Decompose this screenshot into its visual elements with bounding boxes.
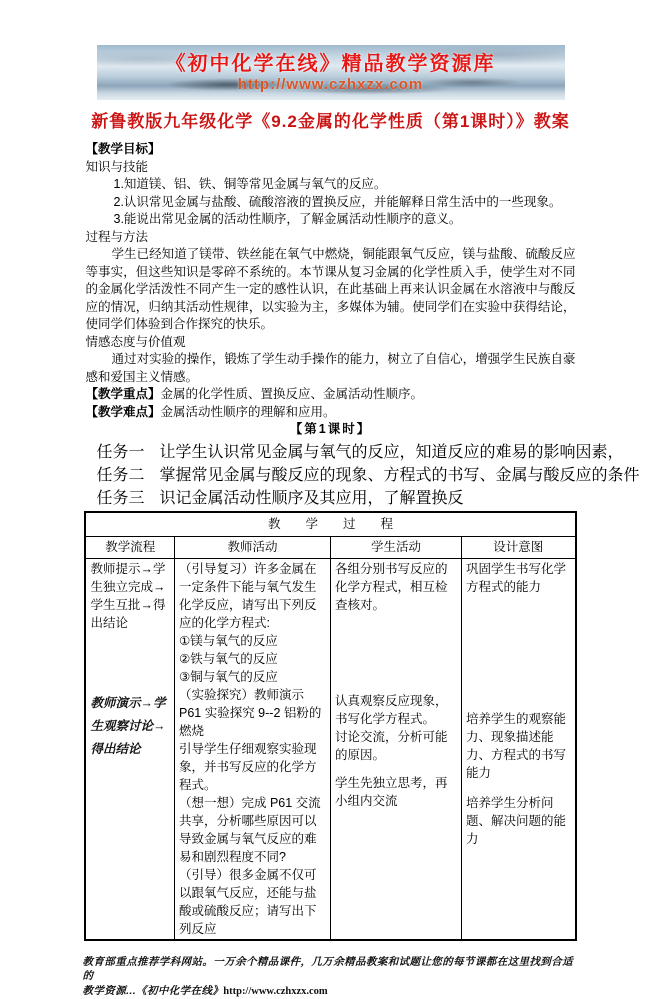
table-title-row [85, 512, 575, 537]
design-intent-p2: 培养学生的观察能力、现象描述能力、方程式的书写能力 [466, 710, 571, 782]
design-intent-p1: 巩固学生书写化学方程式的能力 [466, 560, 571, 596]
section-objectives-header: 【教学目标】 [86, 141, 576, 159]
document-title: 新鲁教版九年级化学《9.2金属的化学性质（第1课时）》教案 [0, 107, 661, 132]
teacher-activity-p7: （想一想）完成 P61 交流共享，分析哪些原因可以导致金属与氧气反应的难易和剧烈程度不同? [179, 794, 326, 866]
teaching-process-table [84, 511, 576, 941]
footer-site-url: http://www.czhxzx.com [223, 986, 327, 997]
task-1-text: 让学生认识常见金属与氧气的反应，知道反应的难易的影响因素， [160, 439, 624, 462]
task-2-label: 任务二 [97, 462, 145, 485]
emotion-values-text: 通过对实验的操作，锻炼了学生动手操作的能力，树立了自信心，增强学生民族自豪感和爱国主义情感。 [86, 351, 576, 386]
teacher-activity-p4: ③铜与氧气的反应 [179, 668, 326, 686]
cell-teacher-activity [174, 558, 330, 940]
lesson-plan-document [0, 45, 661, 980]
session-1-header: 【第1课时】 [86, 421, 576, 439]
teacher-activity-p3: ②铁与氧气的反应 [179, 650, 326, 668]
teaching-key-text: 金属的化学性质、置换反应、金属活动性顺序。 [161, 387, 424, 401]
col-header-design-intent: 设计意图 [461, 536, 575, 558]
student-activity-p4: 学生先独立思考，再小组内交流 [335, 774, 457, 810]
cell-student-activity [330, 558, 461, 940]
banner-site-url: http://www.czhxzx.com [97, 76, 565, 93]
teacher-activity-p6: 引导学生仔细观察实验现象，并书写反应的化学方程式。 [179, 740, 326, 794]
task-3-line [86, 485, 576, 508]
col-header-teaching-flow: 教学流程 [85, 536, 174, 558]
teacher-activity-p5: （实验探究）教师演示 P61 实验探究 9--2 铝粉的燃烧 [179, 686, 326, 740]
footer-promo [83, 955, 579, 999]
task-3-label: 任务三 [97, 485, 145, 508]
student-activity-p3: 讨论交流，分析可能的原因。 [335, 728, 457, 764]
teaching-key-line [86, 386, 576, 404]
process-method-header: 过程与方法 [86, 229, 576, 247]
teacher-activity-p1: （引导复习）许多金属在一定条件下能与氧气发生化学反应，请写出下列反应的化学方程式: [179, 560, 326, 632]
teacher-activity-p2: ①镁与氧气的反应 [179, 632, 326, 650]
footer-line-2 [83, 984, 579, 999]
teaching-difficulty-line [86, 404, 576, 422]
teaching-key-label: 【教学重点】 [86, 387, 161, 401]
knowledge-item-1: 1.知道镁、铝、铁、铜等常见金属与氧气的反应。 [86, 176, 576, 194]
task-2-line [86, 462, 576, 485]
knowledge-item-3: 3.能说出常见金属的活动性顺序，了解金属活动性顺序的意义。 [86, 211, 576, 229]
task-1-label: 任务一 [97, 439, 145, 462]
flow-step-2: 教师演示→学生观察讨论→得出结论 [90, 692, 170, 761]
cell-design-intent [461, 558, 575, 940]
knowledge-skills-header: 知识与技能 [86, 159, 576, 177]
col-header-teacher-activity: 教师活动 [174, 536, 330, 558]
teacher-activity-p8: （引导）很多金属不仅可以跟氧气反应，还能与盐酸或硫酸反应；请写出下列反应 [179, 866, 326, 938]
footer-line-2-text: 教学资源...《初中化学在线》 [83, 985, 224, 997]
footer-line-1: 教育部重点推荐学科网站。一万余个精品课件，几万余精品教案和试题让您的每节课都在这里找到合适的 [83, 955, 579, 984]
banner-site-title: 《初中化学在线》精品教学资源库 [97, 45, 565, 76]
emotion-values-header: 情感态度与价值观 [86, 334, 576, 352]
col-header-student-activity: 学生活动 [330, 536, 461, 558]
table-body-row [85, 558, 575, 940]
flow-step-1: 教师提示→学生独立完成→学生互批→得出结论 [90, 560, 170, 632]
document-body [86, 141, 576, 508]
process-method-text: 学生已经知道了镁带、铁丝能在氧气中燃烧，铜能跟氧气反应，镁与盐酸、硫酸反应等事实，但这些知识是零碎不系统的。本节课从复习金属的化学性质入手，使学生对不同的金属化学活泼性不同产生一定的感性认识，在此基础上再来认识金属在水溶液中与酸反应的情况，归纳其活动性规律，以实验为主，多媒体为辅。使同学们在实验中获得结论，使同学们体验到合作探究的快乐。 [86, 246, 576, 334]
task-3-text: 识记金属活动性顺序及其应用，了解置换反 [160, 485, 464, 508]
task-1-line [86, 439, 576, 462]
design-intent-p3: 培养学生分析问题、解决问题的能力 [466, 794, 571, 848]
table-header-row [85, 536, 575, 558]
task-2-text: 掌握常见金属与酸反应的现象、方程式的书写、金属与酸反应的条件 [160, 462, 640, 485]
cell-teaching-flow [85, 558, 174, 940]
student-activity-p1: 各组分别书写反应的化学方程式，相互检查核对。 [335, 560, 457, 614]
student-activity-p2: 认真观察反应现象，书写化学方程式。 [335, 692, 457, 728]
site-banner-image [97, 45, 565, 100]
teaching-difficulty-label: 【教学难点】 [86, 405, 161, 419]
teaching-difficulty-text: 金属活动性顺序的理解和应用。 [161, 405, 336, 419]
table-title: 教 学 过 程 [85, 512, 575, 537]
knowledge-item-2: 2.认识常见金属与盐酸、硫酸溶液的置换反应，并能解释日常生活中的一些现象。 [86, 194, 576, 212]
